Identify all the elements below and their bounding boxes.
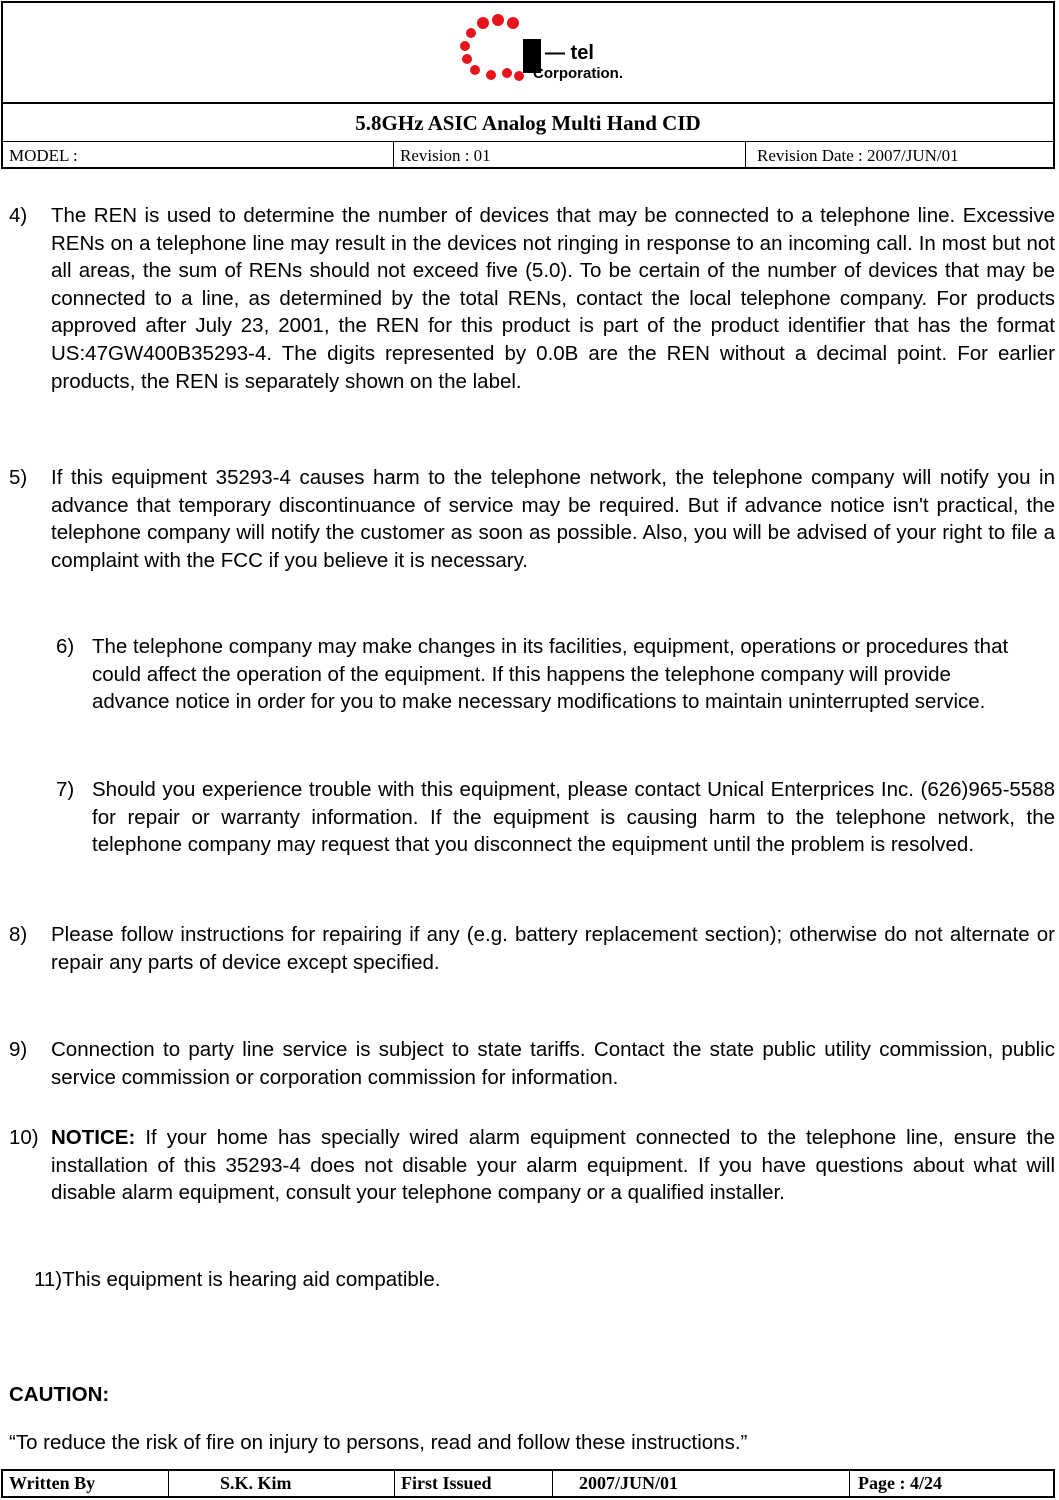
list-item: 5) If this equipment 35293-4 causes harm to the telephone network, the telephone company will notify you in advance that temporary discontinuance of service may be required. But if advance notice isn't practical, the telephone company will notify the customer as soon as possible. Also, you will be advised of your right to file a complaint with the FCC if you believe it is necessary. [9,466,1055,572]
written-by-value: S.K. Kim [169,1471,395,1496]
model-label: MODEL : [3,142,394,169]
notice-label: NOTICE: [51,1126,136,1149]
list-item: 6) The telephone company may make changes in its facilities, equipment, operations or procedures that could affect the operation of the equipment. If this happens the telephone company will provide advance notice in order for you to make necessary modifications to maintain uninterrupted service. [56,635,1009,714]
document-title: 5.8GHz ASIC Analog Multi Hand CID [3,104,1053,142]
written-by-label: Written By [3,1471,169,1496]
list-item: 11)This equipment is hearing aid compatible. [34,1268,441,1291]
first-issued-label: First Issued [395,1471,553,1496]
svg-text:— tel: — tel [545,42,594,64]
revision-number: Revision : 01 [394,142,746,169]
page-number: Page : 4/24 [858,1473,942,1493]
svg-text:Corporation.: Corporation. [533,65,623,82]
list-item: 7) Should you experience trouble with this equipment, please contact Unical Enterprices Inc. (626)965-5588 for repair or warranty information. If the equipment is causing harm to the telephone network, the telephone company may request that you disconnect the equipment until the problem is resolved. [56,778,1055,857]
list-item: 4) The REN is used to determine the number of devices that may be connected to a telephone line. Excessive RENs on a telephone line may result in the devices not ringing in response to an incoming call. In most but not all areas, the sum of RENs should not exceed five (5.0). To be certain of the number of devices that may be connected to a line, as determined by the total RENs, contact the local telephone company. For products approved after July 23, 2001, the REN for this product is part of the product identifier that has the format US:47GW400B35293-4. The digits represented by 0.0B are the REN without a decimal point. For earlier products, the REN is separately shown on the label. [9,204,1055,393]
caution-text: “To reduce the risk of fire on injury to persons, read and follow these instructions.” [9,1431,748,1454]
list-item: 8) Please follow instructions for repairing if any (e.g. battery replacement section); otherwise do not alternate or repair any parts of device except specified. [9,923,1055,974]
caution-label: CAUTION: [9,1383,110,1406]
list-item: 9) Connection to party line service is subject to state tariffs. Contact the state public utility commission, public service commission or corporation commission for information. [9,1038,1055,1089]
first-issued-value: 2007/JUN/01 [553,1471,850,1496]
document-footer [1,1469,1055,1498]
list-item-notice: 10) NOTICE: If your home has specially wired alarm equipment connected to the telephone line, ensure the installation of this 35293-4 does not disable your alarm equipment. If you have questions about what will disable alarm equipment, consult your telephone company or a qualified installer. [9,1126,1055,1205]
revision-date: Revision Date : 2007/JUN/01 [757,146,959,165]
